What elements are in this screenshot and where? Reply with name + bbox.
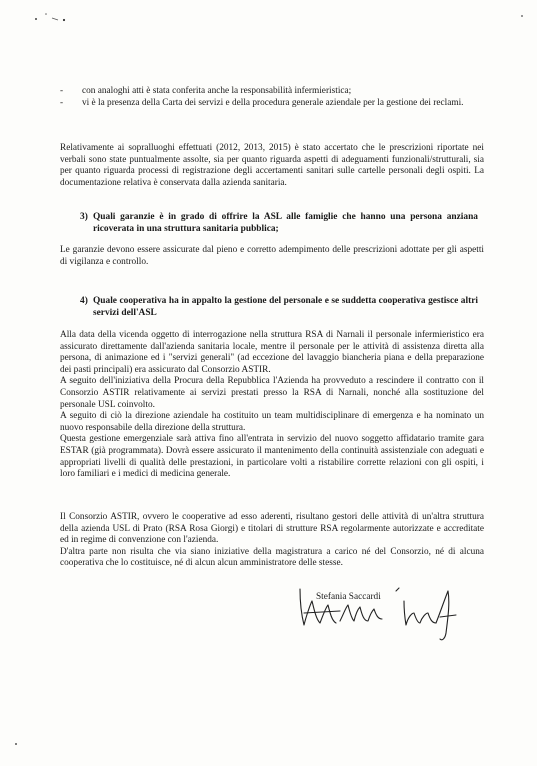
bullet-item	[60, 86, 484, 98]
handwritten-signature	[296, 583, 466, 643]
paragraph-text: Relativamente ai sopralluoghi effettuati (2012, 2013, 2015) è stato accertato che le prescrizioni riportate nei verbali sono state puntualmente assolte, sia per quanto riguarda aspetti di adeguamenti funzionali/strutturali, sia per quanto riguarda processi di registrazione degli accertamenti sanitari sulle cartelle personali degli ospiti. La documentazione relativa è conservata dalla azienda sanitaria.	[60, 143, 484, 188]
bullet-item	[60, 98, 484, 110]
scan-speck-bottom-left	[12, 740, 20, 748]
paragraph-text: Le garanzie devono essere assicurate dal pieno e corretto adempimento delle prescrizioni adottate per gli aspetti di vigilanza e controllo.	[60, 245, 484, 267]
bullet-marker: -	[60, 86, 64, 96]
question-number: 4)	[80, 296, 88, 306]
signature-name: Stefania Saccardi	[316, 592, 381, 602]
paragraph-text: D'altra parte non risulta che via siano iniziative della magistratura a carico né del Consorzio, né di alcuna cooperativa che lo costituisce, né di alcun alcun amministratore delle stesse.	[60, 546, 484, 569]
paragraph-text: A seguito dell'iniziativa della Procura della Repubblica l'Azienda ha provveduto a rescindere il contratto con il Consorzio ASTIR relativamente ai servizi prestati presso la RSA di Narnali, nonché alla sostituzione del personale USL coinvolto.	[60, 376, 484, 410]
paragraph-text: Il Consorzio ASTIR, ovvero le cooperative ad esso aderenti, risultano gestori delle attività di un'altra struttura della azienda USL di Prato (RSA Rosa Giorgi) e titolari di strutture RSA regolarmente autorizzate e accreditate ed in regime di convenzione con l'azienda.	[60, 512, 484, 546]
question-4	[80, 296, 478, 319]
question-text: Quali garanzie è in grado di offrire la ASL alle famiglie che hanno una persona anziana ricoverata in una struttura sanitaria pubblica;	[93, 212, 478, 234]
bullet-marker: -	[60, 97, 64, 108]
paragraph-text: Questa gestione emergenziale sarà attiva fino all'entrata in servizio del nuovo soggetto affidatario tramite gara ESTAR (già programmata). Dovrà essere assicurato il mantenimento della continuità assistenziale con adeguati e appropriati livelli di qualità delle prestazioni, in particolare volti a ristabilire corrette relazioni con gli ospiti, i loro familiari e i medici di medicina generale.	[60, 434, 484, 480]
question-text: Quale cooperativa ha in appalto la gestione del personale e se suddetta cooperativa gestisce altri servizi dell'ASL	[93, 296, 478, 318]
bullet-text: con analoghi atti è stata conferita anche la responsabilità infermieristica;	[82, 86, 352, 96]
bullet-text: vi è la presenza della Carta dei servizi e della procedura generale aziendale per la gestione dei reclami.	[82, 97, 464, 108]
answer-3	[60, 245, 484, 268]
paragraph-text: Alla data della vicenda oggetto di interrogazione nella struttura RSA di Narnali il personale infermieristico era assicurato direttamente dall'azienda sanitaria locale, mentre il personale per le attività di assistenza diretta alla persona, di animazione ed i "servizi generali" (ad eccezione del lavaggio biancheria piana e della preparazione dei pasti principali) era assicurato dal Consorzio ASTIR.	[60, 330, 484, 375]
answer-4	[60, 330, 484, 481]
paragraph-text: A seguito di ciò la direzione aziendale ha costituito un team multidisciplinare di emergenza e ha nominato un nuovo responsabile della direzione della struttura.	[60, 411, 484, 433]
bullet-list	[60, 86, 484, 109]
scan-speck-top-right	[518, 12, 526, 20]
paragraph-sopralluoghi	[60, 143, 484, 189]
question-number: 3)	[80, 212, 88, 222]
scan-speck-top-left	[30, 8, 70, 24]
question-3	[80, 212, 478, 235]
answer-4-consorzio	[60, 512, 484, 570]
